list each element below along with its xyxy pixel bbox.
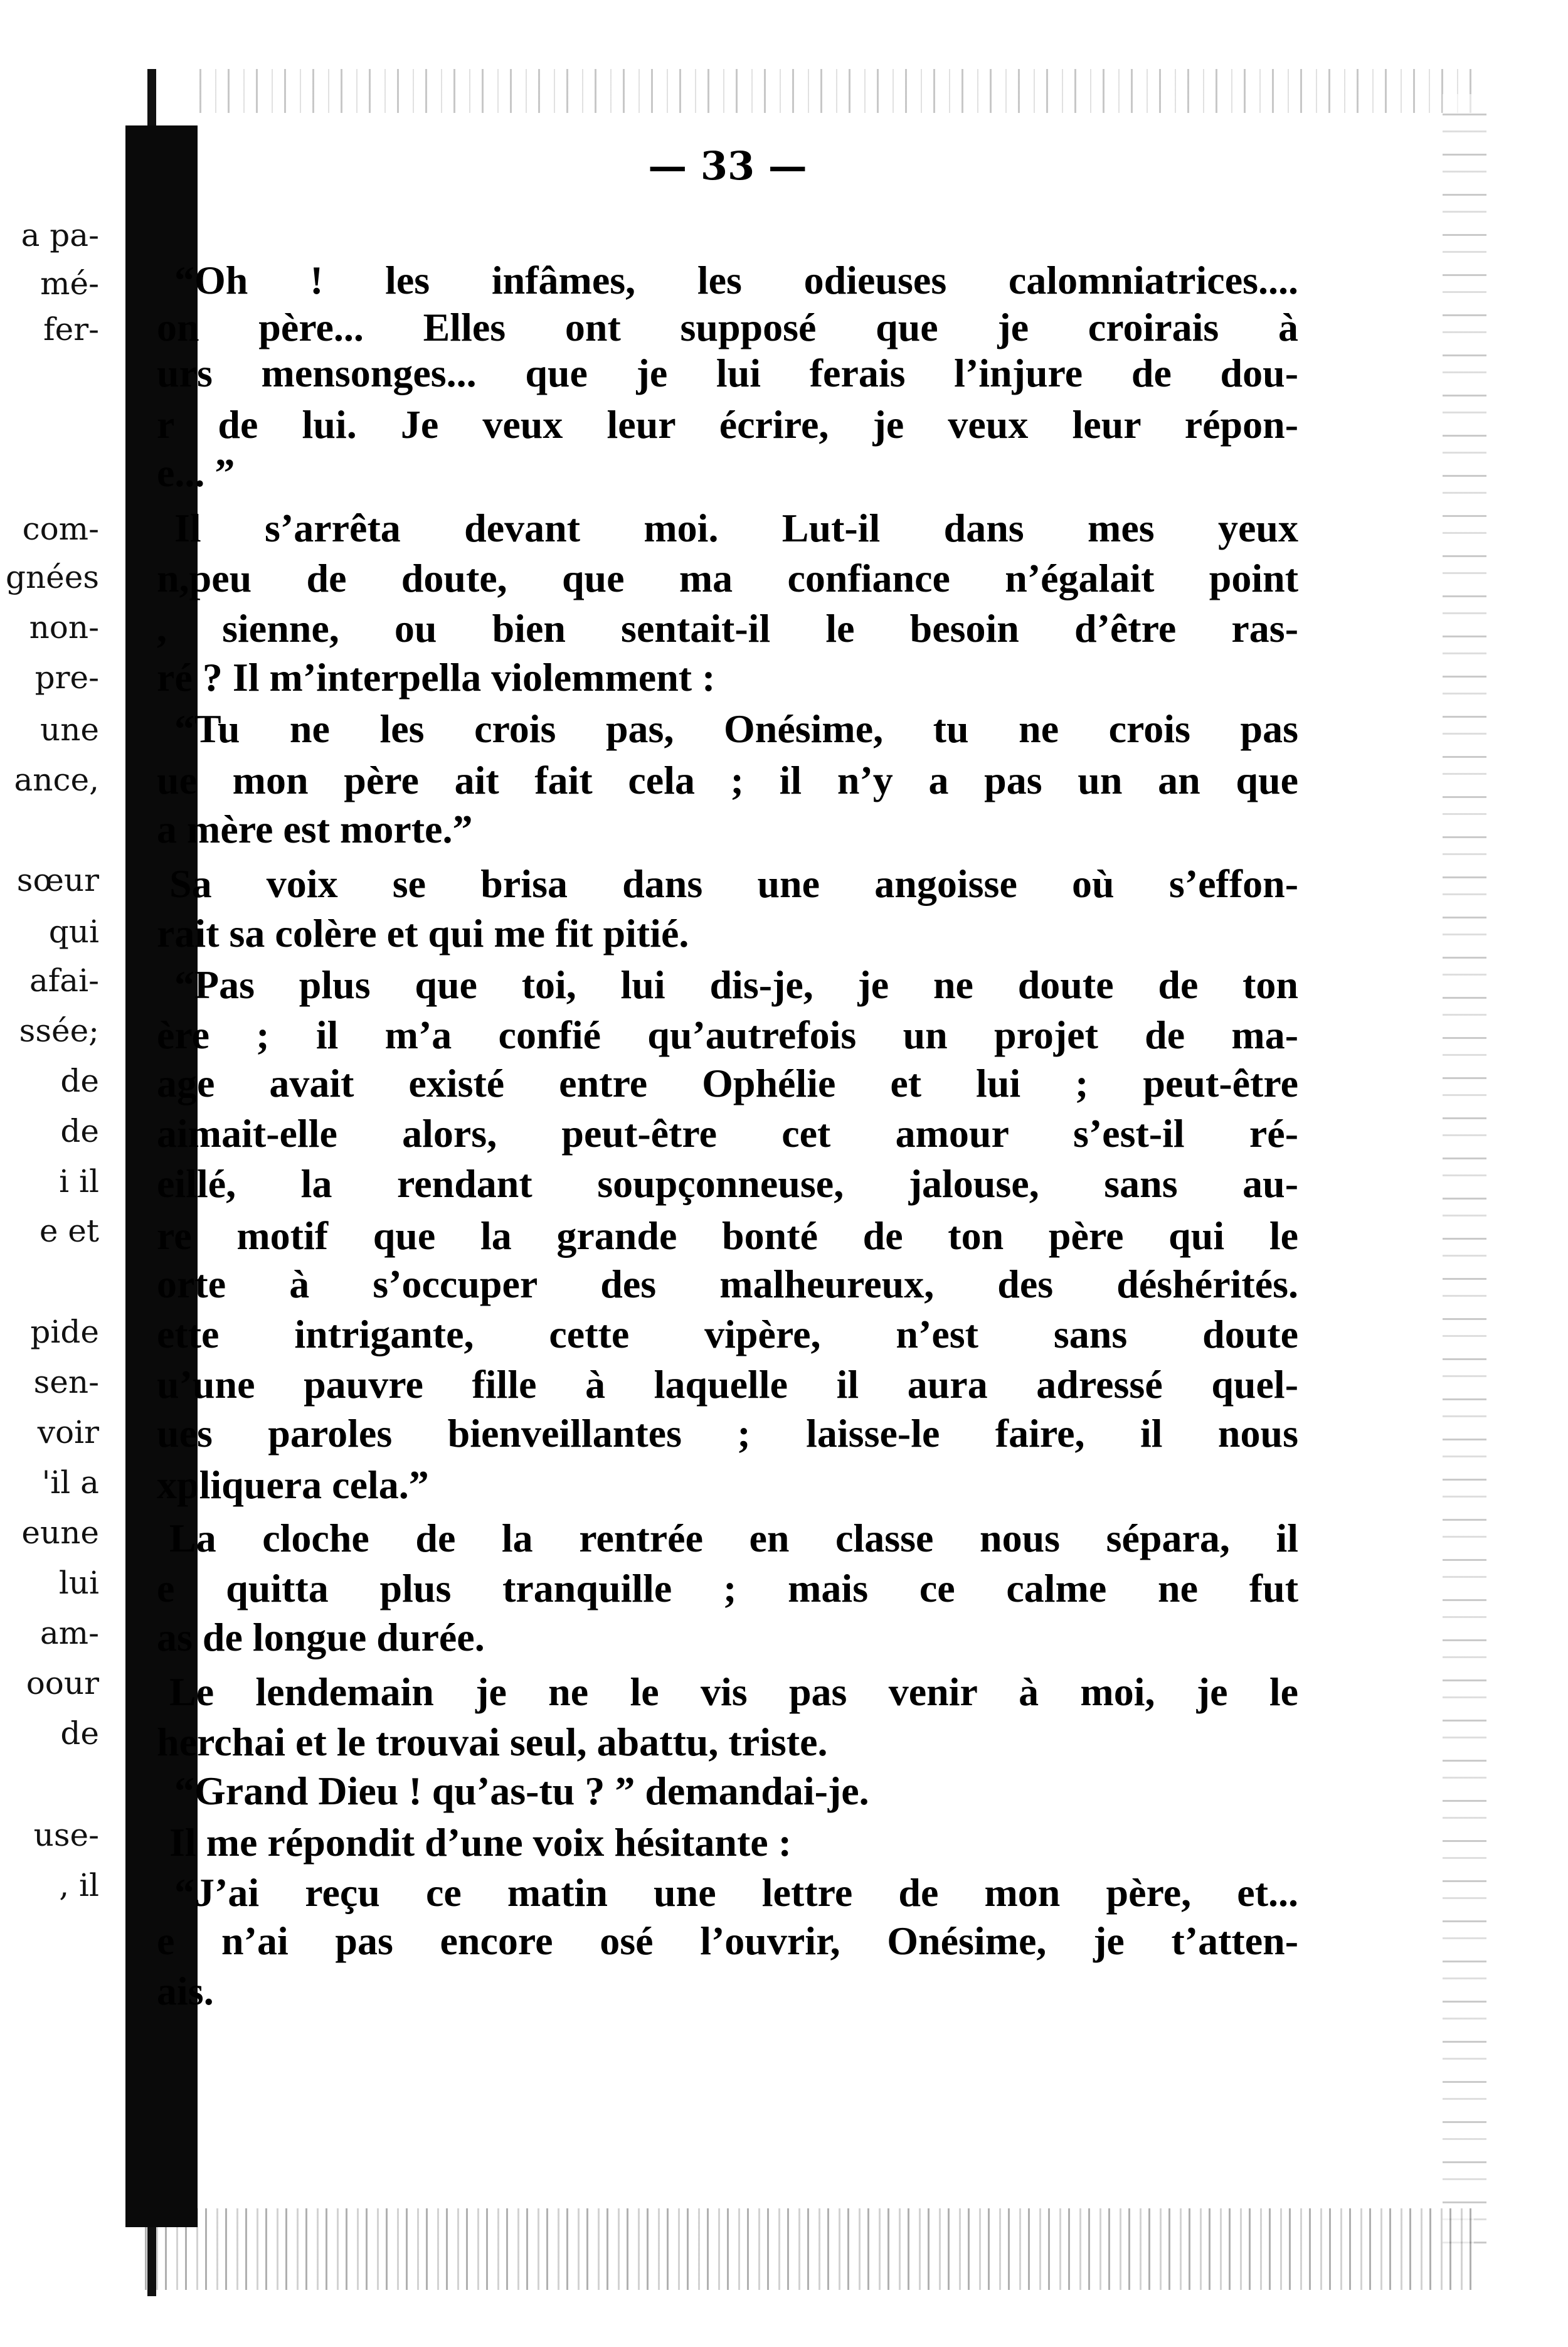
margin-fragment: 'il a [41, 1464, 99, 1501]
margin-fragment: a pa- [21, 217, 99, 253]
scan-noise-bottom [138, 2208, 1474, 2290]
margin-fragment: am- [40, 1615, 99, 1651]
text-line: orte à s’occuper des malheureux, des déshérités. [157, 1262, 1298, 1306]
text-line: xpliquera cela.” [157, 1462, 429, 1507]
text-line: ues paroles bienveillantes ; laisse-le faire, il nous [157, 1411, 1298, 1456]
text-line: ette intrigante, cette vipère, n’est sans doute [157, 1312, 1298, 1356]
margin-fragment: gnées [5, 559, 99, 595]
margin-fragment: pre- [34, 659, 99, 696]
margin-fragment: qui [48, 913, 99, 950]
margin-fragment: , il [59, 1867, 99, 1903]
text-line: “Pas plus que toi, lui dis-je, je ne doute de ton [174, 962, 1298, 1007]
text-line: ré ? Il m’interpella violemment : [157, 655, 716, 700]
margin-fragment: une [40, 711, 99, 748]
text-line: u’une pauvre fille à laquelle il aura adressé quel- [157, 1362, 1298, 1407]
margin-fragment: lui [58, 1565, 99, 1601]
text-line: ère ; il m’a confié qu’autrefois un projet de ma- [157, 1013, 1298, 1057]
text-line: age avait existé entre Ophélie et lui ; peut-être [157, 1061, 1298, 1105]
margin-fragment: fer- [43, 311, 99, 348]
text-line: rait sa colère et qui me fit pitié. [157, 911, 689, 955]
text-line: ais. [157, 1969, 214, 2013]
margin-fragment: de [60, 1063, 99, 1099]
text-line: herchai et le trouvai seul, abattu, triste. [157, 1720, 828, 1764]
margin-fragment: de [60, 1715, 99, 1752]
margin-fragment: ance, [14, 762, 99, 798]
text-line: aimait-elle alors, peut-être cet amour s’est-il ré- [157, 1111, 1298, 1156]
margin-fragment: pide [30, 1314, 99, 1350]
text-line: ue mon père ait fait cela ; il n’y a pas un an que [157, 758, 1298, 802]
text-line: “Grand Dieu ! qu’as-tu ? ” demandai-je. [174, 1769, 869, 1813]
text-line: re motif que la grande bonté de ton père qui le [157, 1213, 1298, 1258]
text-line: urs mensonges... que je lui ferais l’injure de dou- [157, 351, 1298, 395]
text-line: e... ” [157, 450, 235, 495]
margin-fragment: ssée; [19, 1013, 99, 1049]
text-line: Il me répondit d’une voix hésitante : [169, 1820, 792, 1865]
text-line: La cloche de la rentrée en classe nous sépara, il [169, 1516, 1298, 1560]
scan-noise-right [1443, 94, 1486, 2259]
text-line: a mère est morte.” [157, 807, 473, 851]
text-line: Il s’arrêta devant moi. Lut-il dans mes yeux [174, 506, 1298, 550]
margin-fragment: non- [29, 609, 99, 646]
margin-fragment: i il [59, 1163, 99, 1200]
text-line: e quitta plus tranquille ; mais ce calme ne fut [157, 1566, 1298, 1610]
scan-noise-top [188, 69, 1474, 113]
text-line: , sienne, ou bien sentait-il le besoin d’être ras- [157, 606, 1298, 651]
margin-fragment: mé- [40, 265, 99, 302]
text-line: eillé, la rendant soupçonneuse, jalouse, sans au- [157, 1161, 1298, 1206]
text-line: Sa voix se brisa dans une angoisse où s’effon- [169, 861, 1298, 906]
left-page-margin [0, 0, 107, 2347]
text-line: “Tu ne les crois pas, Onésime, tu ne crois pas [174, 706, 1298, 751]
text-line: as de longue durée. [157, 1615, 485, 1659]
text-line: e n’ai pas encore osé l’ouvrir, Onésime, je t’atten- [157, 1919, 1298, 1963]
margin-fragment: de [60, 1113, 99, 1149]
margin-fragment: sen- [33, 1364, 99, 1400]
text-line: “J’ai reçu ce matin une lettre de mon père, et... [174, 1870, 1298, 1915]
margin-fragment: afai- [29, 962, 99, 999]
margin-fragment: sœur [16, 862, 99, 898]
text-line: r de lui. Je veux leur écrire, je veux leur répon- [157, 402, 1298, 447]
page-number: — 33 — [648, 143, 807, 189]
margin-fragment: voir [37, 1414, 99, 1450]
text-line: n,peu de doute, que ma confiance n’égalait point [157, 556, 1298, 600]
text-line: Le lendemain je ne le vis pas venir à moi, je le [169, 1669, 1298, 1714]
text-line: on père... Elles ont supposé que je croirais à [157, 305, 1298, 349]
margin-fragment: e et [39, 1213, 99, 1249]
margin-fragment: com- [22, 511, 99, 547]
text-line: “Oh ! les infâmes, les odieuses calomniatrices.... [174, 258, 1298, 302]
margin-fragment: use- [33, 1817, 99, 1853]
margin-fragment: eune [21, 1514, 99, 1551]
margin-fragment: oour [26, 1665, 99, 1701]
